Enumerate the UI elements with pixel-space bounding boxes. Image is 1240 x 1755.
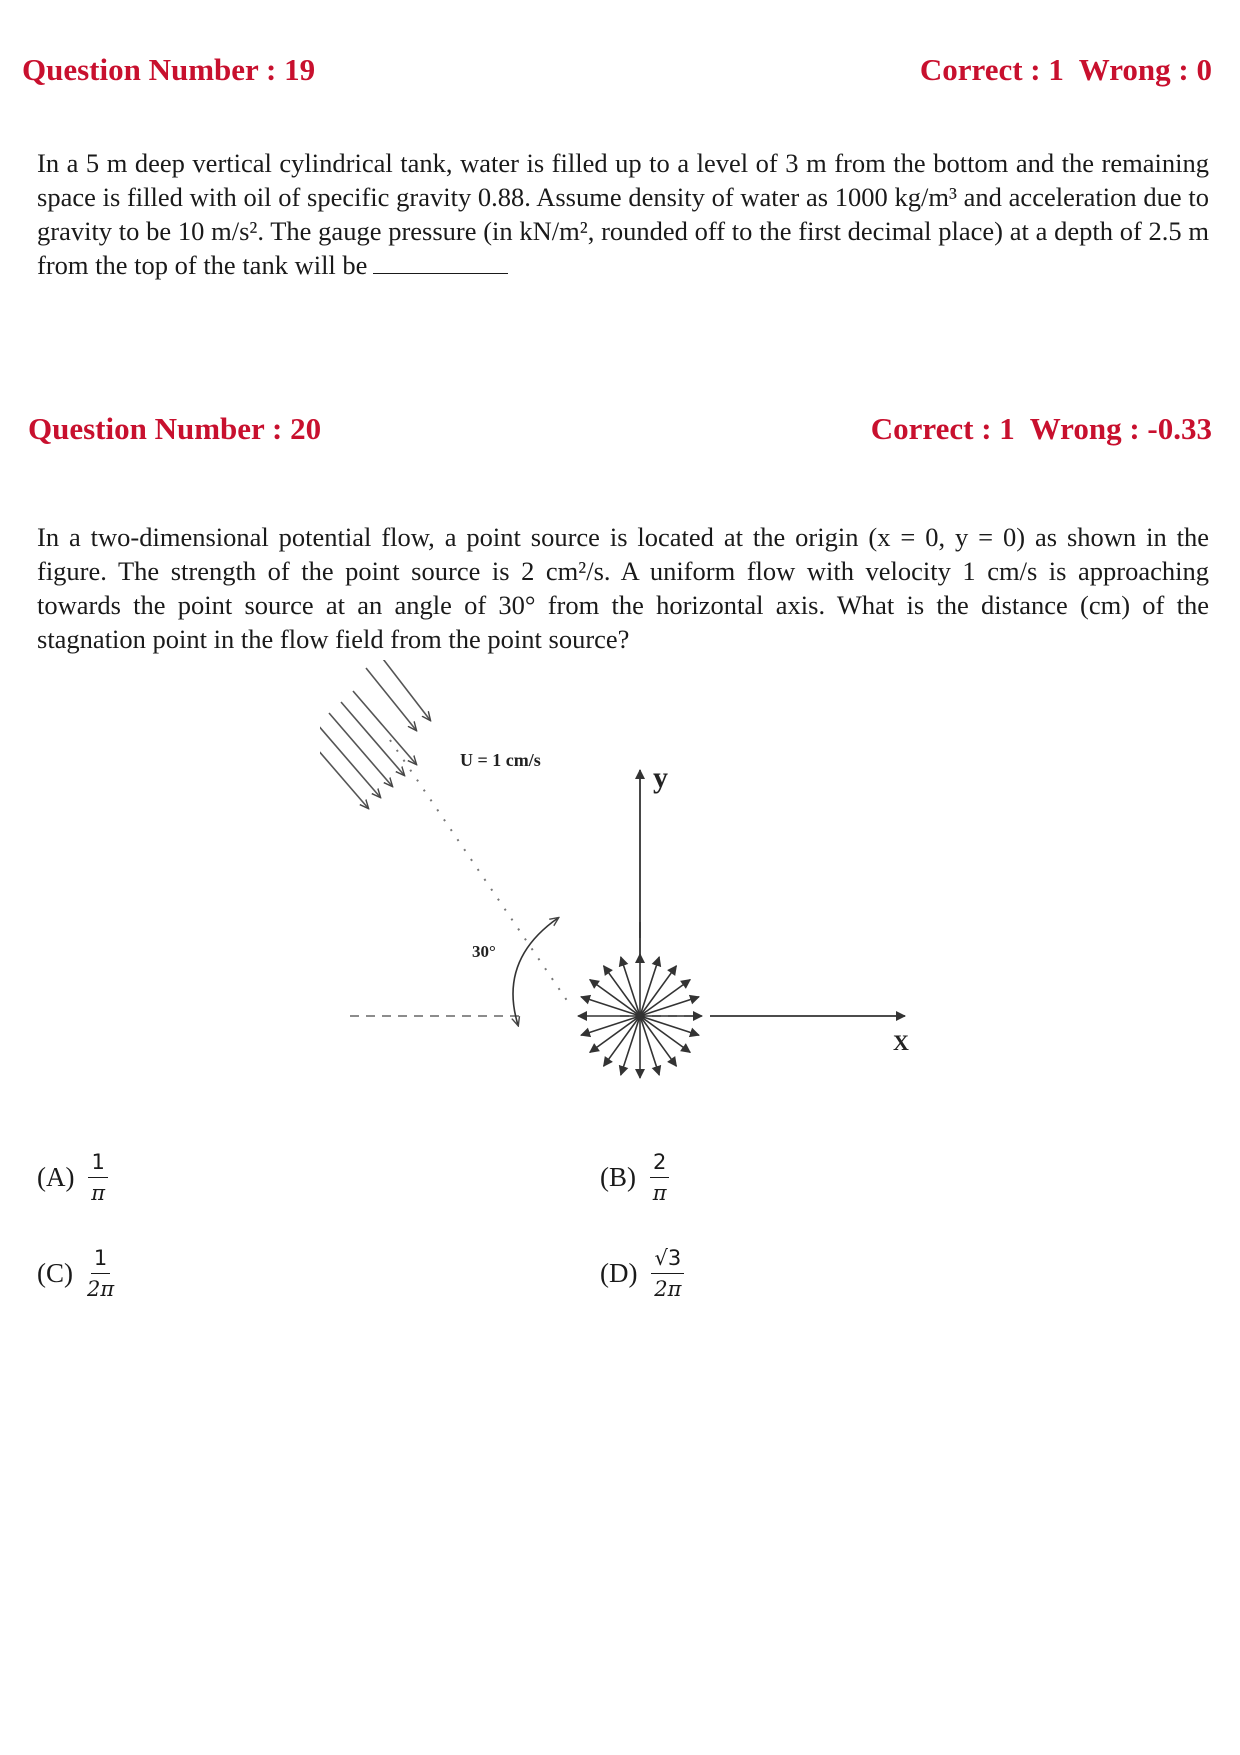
angle-label: 30° <box>472 942 496 961</box>
option-b-label: (B) <box>600 1162 636 1192</box>
option-b-denominator: π <box>652 1181 667 1205</box>
source-ray-arrow <box>621 957 640 1016</box>
source-ray-arrow <box>590 980 640 1016</box>
q20-text-block <box>37 520 1209 656</box>
option-b-fraction <box>650 1150 669 1205</box>
option-d-label: (D) <box>600 1258 638 1288</box>
source-ray-arrow <box>581 1016 640 1035</box>
source-ray-arrow <box>604 966 640 1016</box>
option-c-denominator: 2π <box>87 1277 115 1301</box>
q20-question-text: In a two-dimensional potential flow, a point source is located at the origin (x = 0, y = 0) as shown in the figure. The strength of the point source is 2 cm²/s. A uniform flow with velocity 1 cm/s is approaching towards the point source at an angle of 30° from the horizontal axis. What is the distance (cm) of the stagnation point in the flow field from the point source? <box>37 522 1209 654</box>
x-axis-label: X <box>893 1030 909 1055</box>
option-b-numerator: 2 <box>650 1150 669 1178</box>
uniform-flow-arrows <box>320 660 430 808</box>
q19-question-text: In a 5 m deep vertical cylindrical tank, water is filled up to a level of 3 m from the bottom and the remaining space is filled with oil of specific gravity 0.88. Assume density of water as 1000 kg/m³ and acceleration due to gravity to be 10 m/s². The gauge pressure (in kN/m², rounded off to the first decimal place) at a depth of 2.5 m from the top of the tank will be <box>37 148 1209 280</box>
source-ray-arrow <box>640 1016 659 1075</box>
option-b[interactable] <box>600 1150 669 1205</box>
flow-figure <box>320 660 940 1100</box>
q19-title: Question Number : 19 <box>22 52 316 87</box>
source-ray-arrow <box>640 980 690 1016</box>
option-a-fraction <box>88 1150 107 1205</box>
option-d-denominator: 2π <box>654 1277 682 1301</box>
option-a[interactable] <box>37 1150 108 1205</box>
source-ray-arrow <box>640 957 659 1016</box>
option-a-denominator: π <box>91 1181 106 1205</box>
option-c-label: (C) <box>37 1258 73 1288</box>
q19-text-block <box>37 146 1209 282</box>
source-ray-arrow <box>640 997 699 1016</box>
source-ray-arrow <box>581 997 640 1016</box>
source-ray-arrow <box>640 1016 676 1066</box>
option-d-fraction <box>651 1246 684 1301</box>
approach-line <box>390 740 570 1005</box>
source-ray-arrow <box>621 1016 640 1075</box>
point-source-arrows <box>578 954 702 1078</box>
q20-header <box>28 411 1212 447</box>
q19-header <box>22 52 1212 88</box>
option-c-numerator: 1 <box>91 1246 110 1274</box>
option-c[interactable] <box>37 1246 114 1301</box>
q20-title: Question Number : 20 <box>28 411 322 446</box>
answer-blank <box>373 251 508 274</box>
option-d-numerator: √3 <box>651 1246 684 1274</box>
source-ray-arrow <box>604 1016 640 1066</box>
y-axis-label: y <box>653 761 668 794</box>
source-ray-arrow <box>640 1016 690 1052</box>
angle-arc <box>513 918 558 1025</box>
option-a-label: (A) <box>37 1162 75 1192</box>
q20-marks: Correct : 1 Wrong : -0.33 <box>870 411 1212 446</box>
source-ray-arrow <box>640 1016 699 1035</box>
option-d[interactable] <box>600 1246 684 1301</box>
q19-marks: Correct : 1 Wrong : 0 <box>919 52 1212 87</box>
source-ray-arrow <box>640 966 676 1016</box>
source-ray-arrow <box>590 1016 640 1052</box>
option-c-fraction <box>87 1246 114 1301</box>
velocity-label: U = 1 cm/s <box>460 750 541 770</box>
option-a-numerator: 1 <box>88 1150 107 1178</box>
